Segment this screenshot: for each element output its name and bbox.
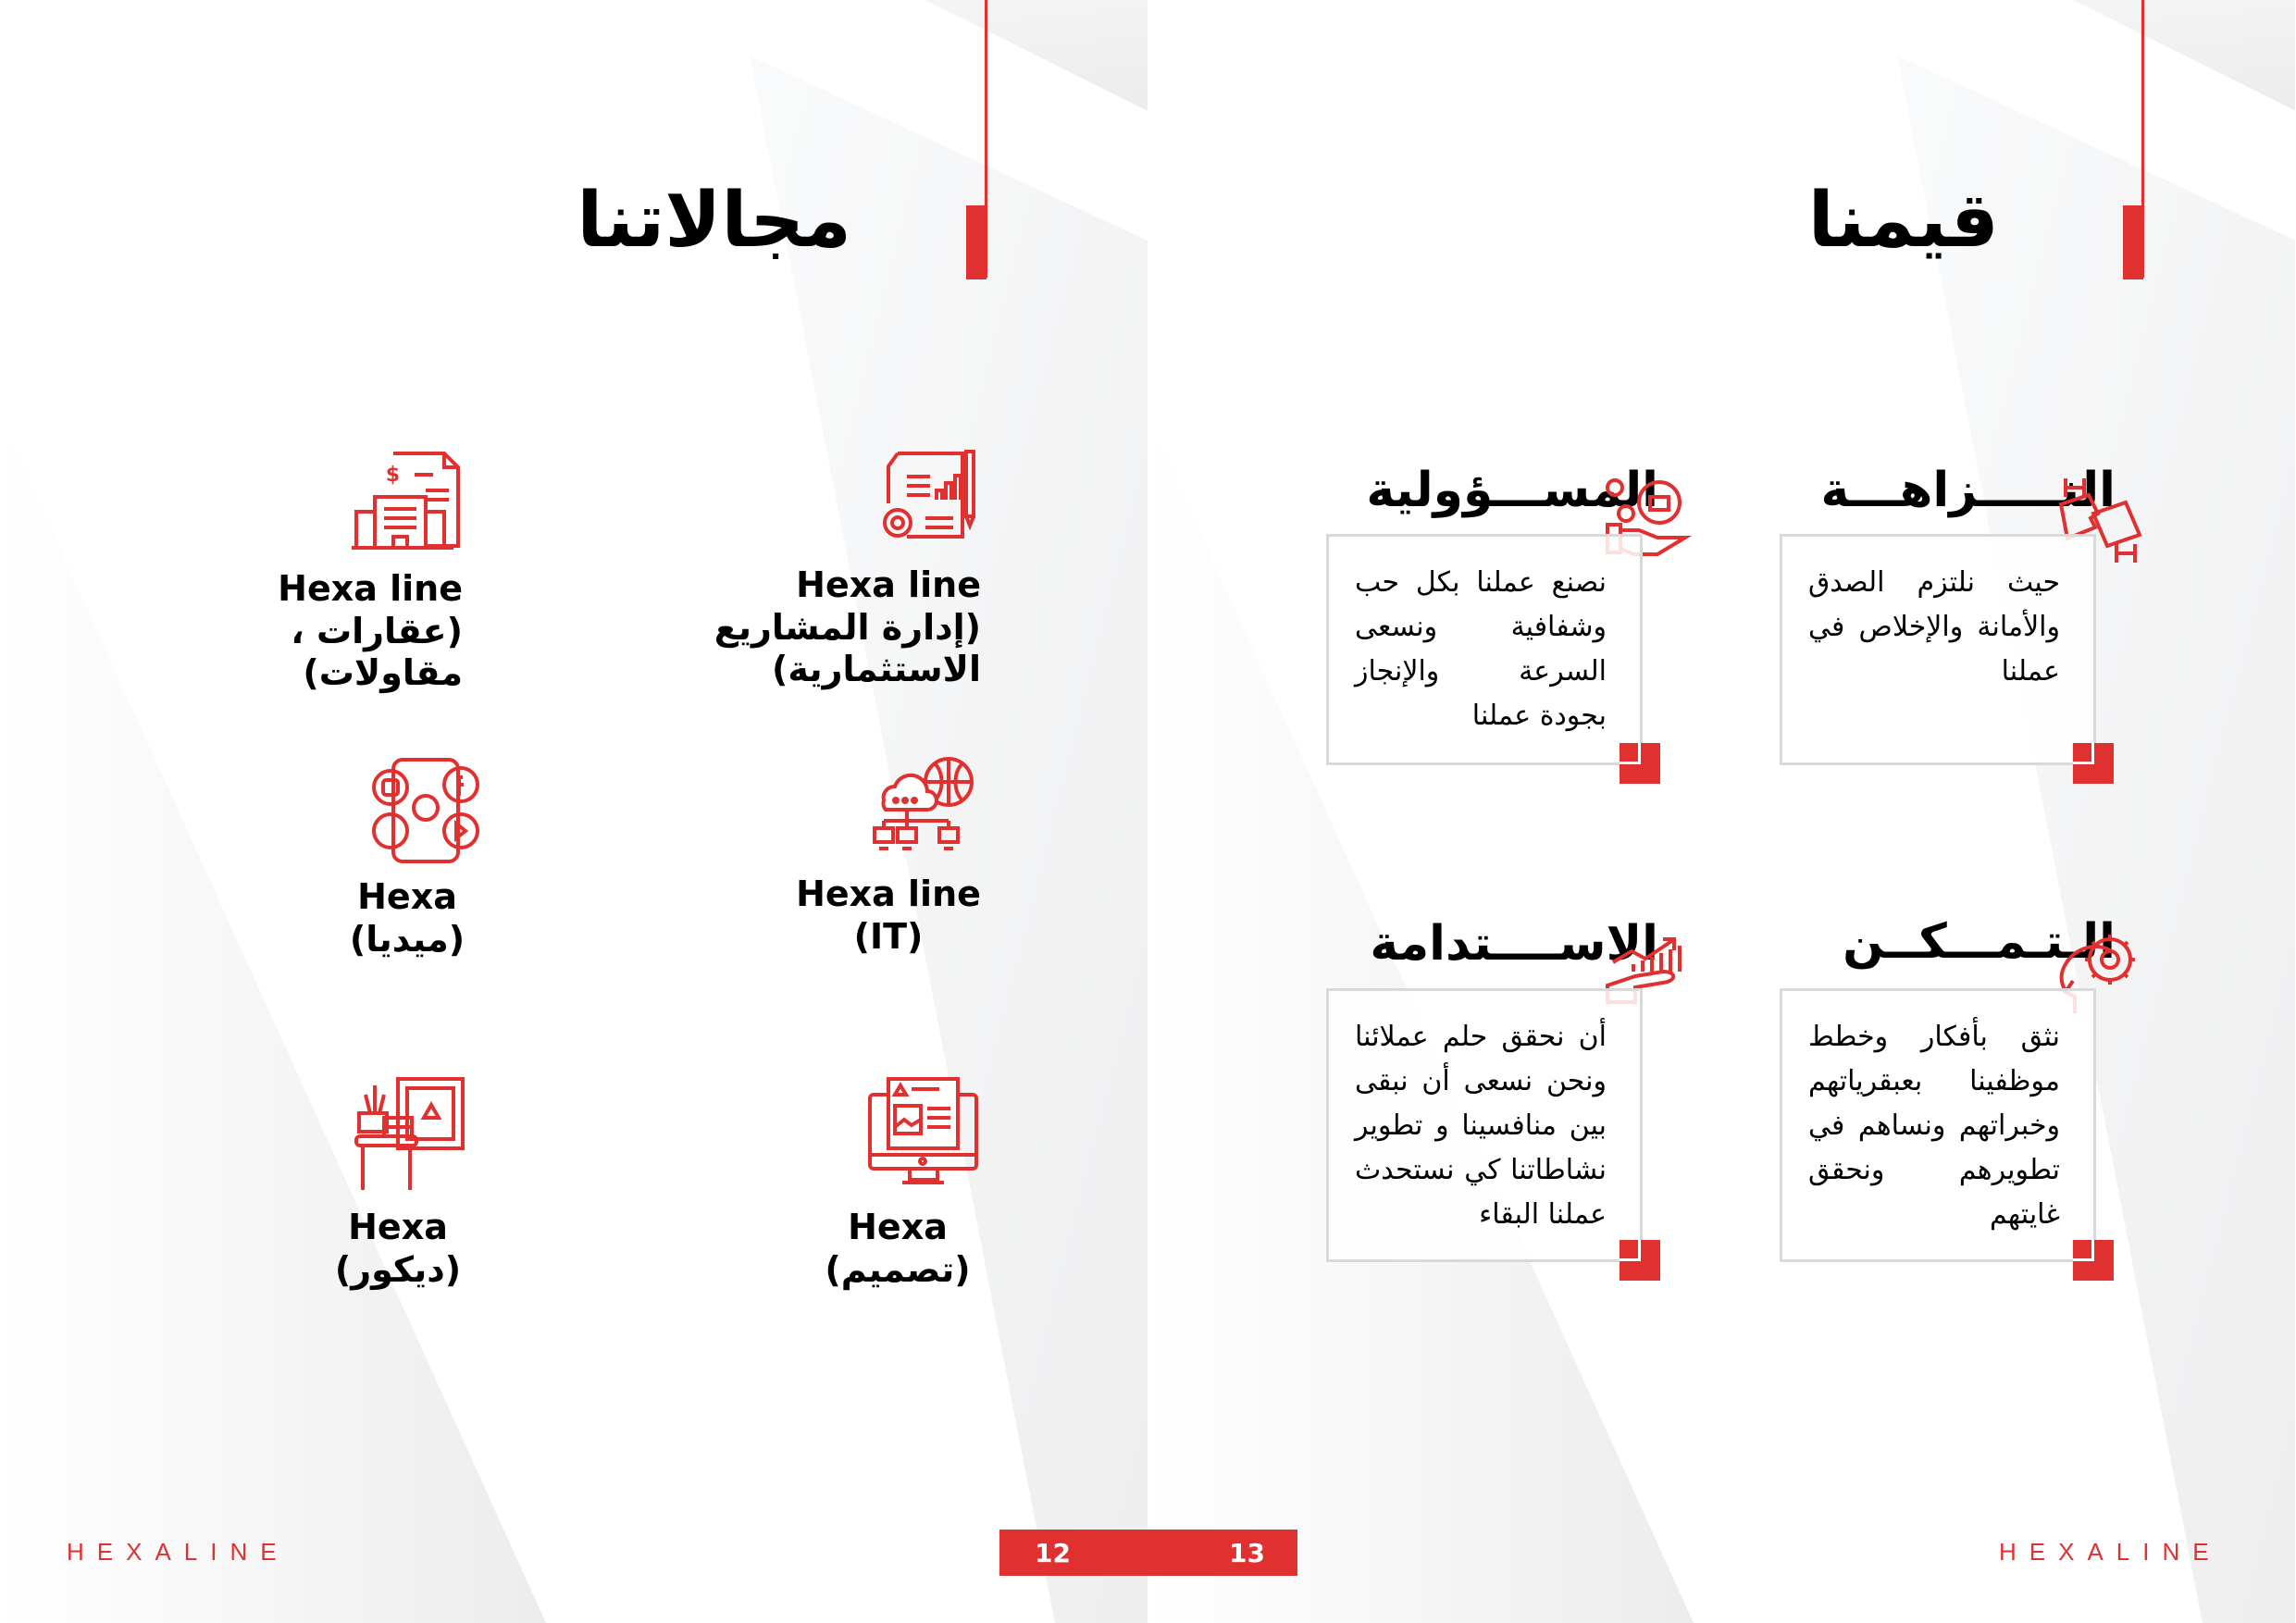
value-card: نصنع عملنا بكل حب وشفافية ونسعى السرعة والإنجاز بجودة عملنا [1326,534,1643,765]
real-estate-building-icon [352,449,463,555]
svg-text:$: $ [385,464,400,487]
decor-red-bar [966,205,987,279]
value-card: نثق بأفكار وخطط موظفينا بعبقرياتهم وخبراتهم ونساهم في تطويرهم ونحقق غايتهم [1780,988,2096,1262]
brand-logo: HEXALINE [67,1538,290,1566]
page-number-right: 13 [1229,1538,1265,1568]
value-title: الاســــتدامة [1370,916,1658,972]
decor-corner-square [1620,743,1660,784]
decor-furniture-icon [352,1076,467,1192]
page-number-bar [999,1530,1297,1576]
value-card: أن نحقق حلم عملائنا ونحن نسعى أن نبقى بين منافسينا و تطوير نشاطاتنا كي نستحدث عملنا البقاء [1326,988,1643,1262]
service-item: $ Hexa line (عقارات ، مقاولات) [139,449,463,695]
service-item: Hexa (ميديا) [333,757,481,960]
project-management-icon [870,444,981,555]
service-item: Hexa (تصميم) [814,1076,981,1291]
right-page [1148,0,2295,1623]
cloud-network-icon [870,754,981,861]
design-monitor-icon [865,1076,981,1192]
value-card: حيث نلتزم الصدق والأمانة والإخلاص في عملنا [1780,534,2096,765]
decor-red-bar [2123,205,2143,279]
page-title: مجالاتنا [577,177,851,265]
value-title: النـــــزاهـــة [1820,463,2116,518]
value-title: الـتـمـــكــن [1843,914,2116,970]
service-item: Hexa line (إدارة المشاريع الاستثمارية) [574,444,981,691]
decor-corner-square [2073,743,2114,784]
brand-logo: HEXALINE [1999,1538,2222,1566]
value-title: المســـؤولية [1366,463,1658,518]
service-item: Hexa (ديكور) [329,1076,467,1291]
decor-corner-square [2073,1240,2114,1281]
decor-corner-square [1620,1240,1660,1281]
service-item: Hexa line (IT) [796,754,981,958]
page-number-left: 12 [1035,1538,1071,1568]
page-title: قيمنا [1807,177,1999,265]
social-media-phone-icon [370,757,481,863]
